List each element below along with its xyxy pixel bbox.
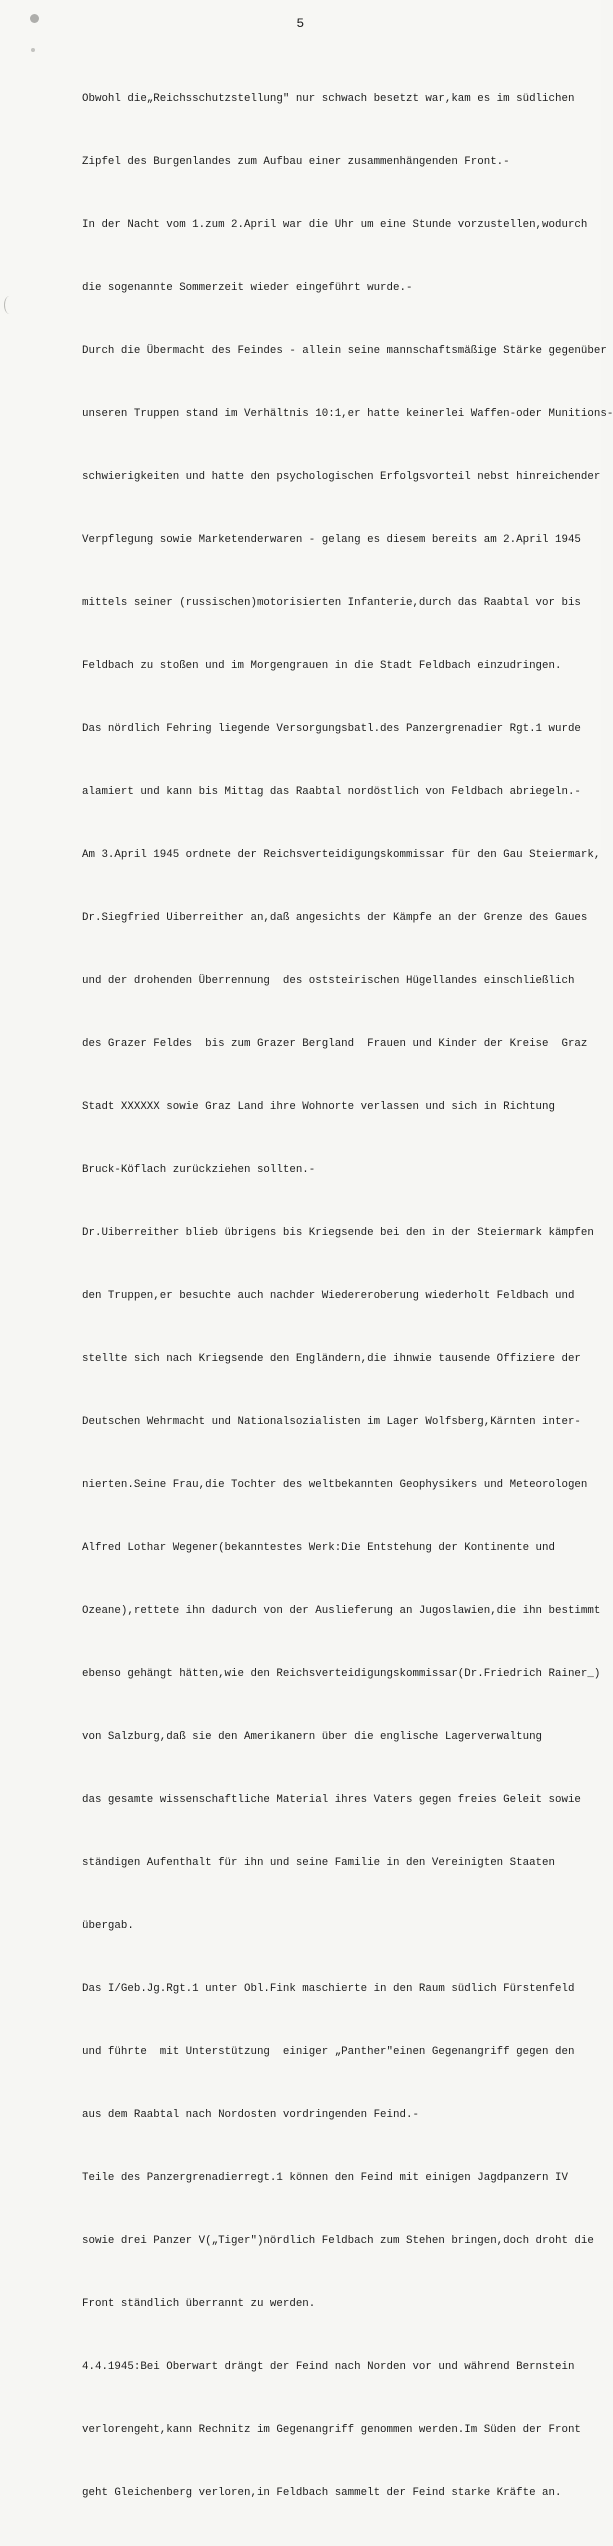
- text-line: nierten.Seine Frau,die Tochter des weltbekannten Geophysikers und Meteorologen: [82, 1479, 588, 1491]
- text-line: unseren Truppen stand im Verhältnis 10:1,er hatte keinerlei Waffen-oder Munitions-: [82, 408, 613, 420]
- text-line: Obwohl die„Reichsschutzstellung" nur schwach besetzt war,kam es im südlichen: [82, 93, 575, 105]
- text-line: Ozeane),rettete ihn dadurch von der Auslieferung an Jugoslawien,die ihn bestimmt: [82, 1605, 601, 1617]
- text-line: schwierigkeiten und hatte den psychologischen Erfolgsvorteil nebst hinreichender: [82, 471, 601, 483]
- text-line: Dr.Siegfried Uiberreither an,daß angesichts der Kämpfe an der Grenze des Gaues: [82, 912, 588, 924]
- text-line: übergab.: [82, 1920, 134, 1932]
- text-line: Zipfel des Burgenlandes zum Aufbau einer zusammenhängenden Front.-: [82, 156, 510, 168]
- punch-hole: [31, 48, 35, 52]
- text-line: geht Gleichenberg verloren,in Feldbach sammelt der Feind starke Kräfte an.: [82, 2487, 562, 2499]
- text-line: Das I/Geb.Jg.Rgt.1 unter Obl.Fink maschierte in den Raum südlich Fürstenfeld: [82, 1983, 575, 1995]
- text-line: Teile des Panzergrenadierregt.1 können den Feind mit einigen Jagdpanzern IV: [82, 2172, 568, 2184]
- text-line: mittels seiner (russischen)motorisierten Infanterie,durch das Raabtal vor bis: [82, 597, 581, 609]
- text-line: Dr.Uiberreither blieb übrigens bis Kriegsende bei den in der Steiermark kämpfen: [82, 1227, 594, 1239]
- binder-mark: [4, 296, 15, 314]
- text-line: des Grazer Feldes bis zum Grazer Bergland Frauen und Kinder der Kreise Graz: [82, 1038, 588, 1050]
- text-line: sowie drei Panzer V(„Tiger")nördlich Feldbach zum Stehen bringen,doch droht die: [82, 2235, 594, 2247]
- text-line: stellte sich nach Kriegsende den Engländern,die ihnwie tausende Offiziere der: [82, 1353, 581, 1365]
- text-line: und führte mit Unterstützung einiger „Panther"einen Gegenangriff gegen den: [82, 2046, 575, 2058]
- text-line: Am 3.April 1945 ordnete der Reichsverteidigungskommissar für den Gau Steiermark,: [82, 849, 601, 861]
- typed-text-body: [82, 47, 613, 2546]
- text-line: Alfred Lothar Wegener(bekanntestes Werk:Die Entstehung der Kontinente und: [82, 1542, 555, 1554]
- text-line: den Truppen,er besuchte auch nachder Wiedereroberung wiederholt Feldbach und: [82, 1290, 575, 1302]
- text-line: Das nördlich Fehring liegende Versorgungsbatl.des Panzergrenadier Rgt.1 wurde: [82, 723, 581, 735]
- text-line: aus dem Raabtal nach Nordosten vordringenden Feind.-: [82, 2109, 419, 2121]
- text-line: ebenso gehängt hätten,wie den Reichsverteidigungskommissar(Dr.Friedrich Rainer_): [82, 1668, 601, 1680]
- text-line: Feldbach zu stoßen und im Morgengrauen in die Stadt Feldbach einzudringen.: [82, 660, 562, 672]
- text-line: Bruck-Köflach zurückziehen sollten.-: [82, 1164, 316, 1176]
- text-line: Durch die Übermacht des Feindes - allein seine mannschaftsmäßige Stärke gegenüber: [82, 345, 607, 357]
- text-line: von Salzburg,daß sie den Amerikanern über die englische Lagerverwaltung: [82, 1731, 543, 1743]
- text-line: und der drohenden Überrennung des oststeirischen Hügellandes einschließlich: [82, 975, 575, 987]
- text-line: Stadt XXXXXX sowie Graz Land ihre Wohnorte verlassen und sich in Richtung: [82, 1101, 555, 1113]
- text-line: In der Nacht vom 1.zum 2.April war die Uhr um eine Stunde vorzustellen,wodurch: [82, 219, 588, 231]
- text-line: ständigen Aufenthalt für ihn und seine Familie in den Vereinigten Staaten: [82, 1857, 555, 1869]
- text-line: das gesamte wissenschaftliche Material ihres Vaters gegen freies Geleit sowie: [82, 1794, 581, 1806]
- text-line: verlorengeht,kann Rechnitz im Gegenangriff genommen werden.Im Süden der Front: [82, 2424, 581, 2436]
- text-line: 4.4.1945:Bei Oberwart drängt der Feind nach Norden vor und während Bernstein: [82, 2361, 575, 2373]
- page-number: 5: [296, 16, 305, 31]
- text-line: die sogenannte Sommerzeit wieder eingeführt wurde.-: [82, 282, 413, 294]
- text-line: alamiert und kann bis Mittag das Raabtal nordöstlich von Feldbach abriegeln.-: [82, 786, 581, 798]
- text-line: Front ständlich überrannt zu werden.: [82, 2298, 316, 2310]
- text-line: Deutschen Wehrmacht und Nationalsozialisten im Lager Wolfsberg,Kärnten inter-: [82, 1416, 581, 1428]
- text-line: Verpflegung sowie Marketenderwaren - gelang es diesem bereits am 2.April 1945: [82, 534, 581, 546]
